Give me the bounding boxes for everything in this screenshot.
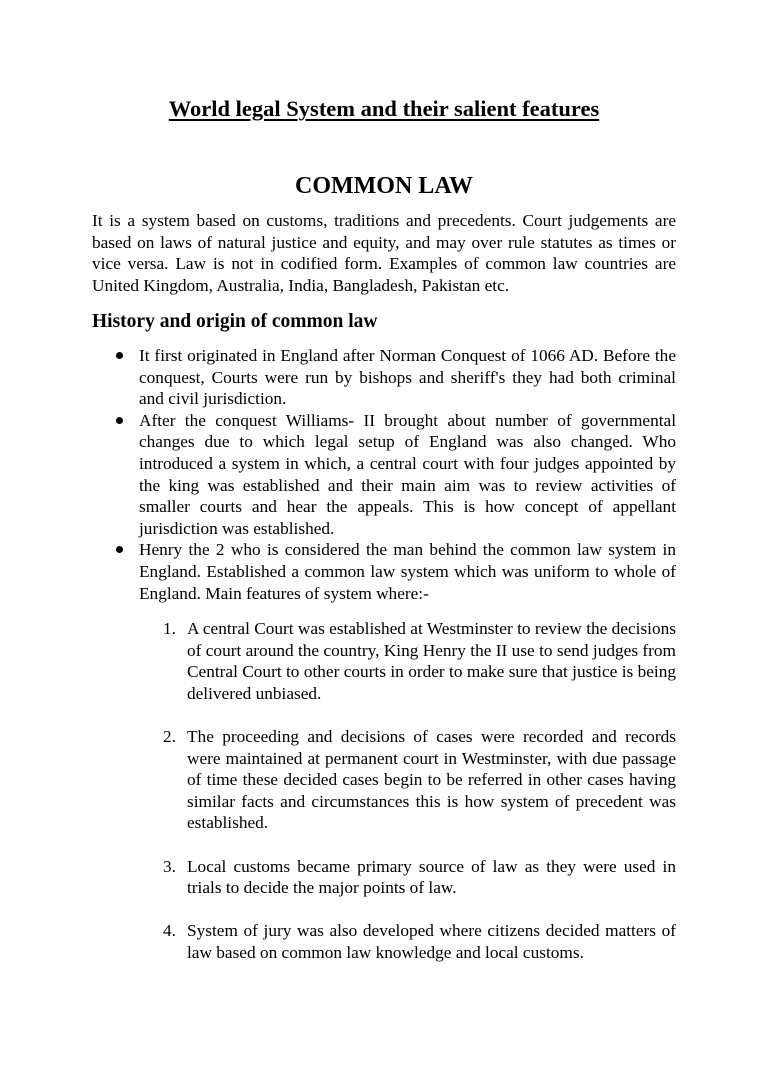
document-title xyxy=(92,94,676,124)
numbered-text: Local customs became primary source of law as they were used in trials to decide the major points of law. xyxy=(187,856,676,898)
bullet-text: Henry the 2 who is considered the man behind the common law system in England. Established a common law system which was uniform to whole of England. Main features of system where:- xyxy=(139,540,676,603)
numbered-item xyxy=(163,856,676,899)
numbered-text: The proceeding and decisions of cases were recorded and records were maintained at permanent court in Westminster, with due passage of time these decided cases begin to be referred in other cases having similar facts and circumstances this is how system of precedent was established. xyxy=(187,726,676,833)
numbered-item xyxy=(163,726,676,834)
list-number: 1. xyxy=(163,619,176,638)
bullet-text: It first originated in England after Norman Conquest of 1066 AD. Before the conquest, Courts were run by bishops and sheriff's they had both criminal and civil jurisdiction. xyxy=(139,346,676,409)
numbered-text: A central Court was established at Westminster to review the decisions of court around the country, King Henry the II use to send judges from Central Court to other courts in order to make sure that justice is being delivered unbiased. xyxy=(187,619,676,703)
numbered-text: System of jury was also developed where citizens decided matters of law based on common law knowledge and local customs. xyxy=(187,921,676,962)
numbered-item xyxy=(163,920,676,963)
bullet-item xyxy=(113,539,676,604)
history-heading: History and origin of common law xyxy=(92,311,378,332)
bullet-dot-icon xyxy=(116,417,123,424)
bullet-dot-icon xyxy=(116,352,123,359)
bullet-dot-icon xyxy=(116,546,123,553)
list-number: 2. xyxy=(163,726,176,746)
history-bullet-list xyxy=(113,345,676,604)
list-number: 3. xyxy=(163,856,176,876)
bullet-item xyxy=(113,410,676,540)
list-number: 4. xyxy=(163,921,176,941)
features-numbered-list xyxy=(163,618,676,985)
numbered-item xyxy=(163,618,676,704)
section-heading: COMMON LAW xyxy=(295,173,473,199)
bullet-item xyxy=(113,345,676,410)
document-title-text: World legal System and their salient features xyxy=(168,96,600,121)
bullet-text: After the conquest Williams- II brought about number of governmental changes due to which legal setup of England was also changed. Who introduced a system in which, a central court with four judges appointed by the king was established and their main aim was to review activities of smaller courts and hear the appeals. This is how concept of appellant jurisdiction was established. xyxy=(139,410,676,538)
intro-paragraph: It is a system based on customs, traditions and precedents. Court judgements are based on laws of natural justice and equity, and may over rule statutes as times or vice versa. Law is not in codified form. Examples of common law countries are United Kingdom, Australia, India, Bangladesh, Pakistan etc. xyxy=(92,211,676,295)
